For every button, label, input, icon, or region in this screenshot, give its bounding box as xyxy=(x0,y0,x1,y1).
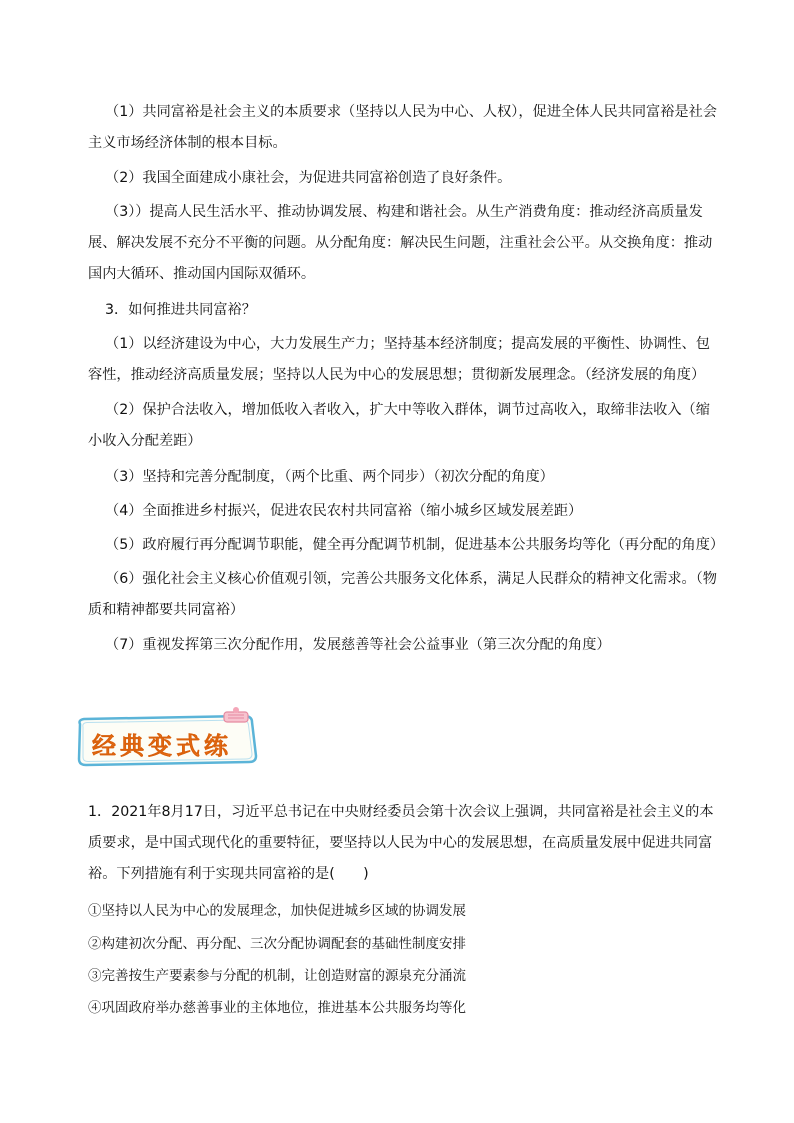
section-heading-3: 3．如何推进共同富裕？ xyxy=(105,302,256,318)
option-4: ④巩固政府举办慈善事业的主体地位，推进基本公共服务均等化 xyxy=(88,1000,466,1016)
paragraph-measure-1: （1）以经济建设为中心，大力发展生产力；坚持基本经济制度；提高发展的平衡性、协调性、包容性，推动经济高质量发展；坚持以人民为中心的发展思想；贯彻新发展理念。（经济发展的角度） xyxy=(88,336,710,383)
section-banner xyxy=(74,712,264,770)
paragraph-2: （2）我国全面建成小康社会，为促进共同富裕创造了良好条件。 xyxy=(105,170,512,186)
question-stem: 1．2021年8月17日，习近平总书记在中央财经委员会第十次会议上强调，共同富裕是社会主义的本质要求，是中国式现代化的重要特征，要坚持以人民为中心的发展思想，在高质量发展中促进共同富裕。下列措施有利于实现共同富裕的是( ) xyxy=(88,804,714,882)
paperclip-icon xyxy=(222,706,252,726)
option-3: ③完善按生产要素参与分配的机制，让创造财富的源泉充分涌流 xyxy=(88,968,466,984)
paragraph-1: （1）共同富裕是社会主义的本质要求（坚持以人民为中心、人权），促进全体人民共同富裕是社会主义市场经济体制的根本目标。 xyxy=(88,104,717,151)
paragraph-measure-7: （7）重视发挥第三次分配作用，发展慈善等社会公益事业（第三次分配的角度） xyxy=(105,637,611,653)
paragraph-measure-5: （5）政府履行再分配调节职能，健全再分配调节机制，促进基本公共服务均等化（再分配的角度） xyxy=(105,537,725,553)
paragraph-measure-4: （4）全面推进乡村振兴，促进农民农村共同富裕（缩小城乡区域发展差距） xyxy=(105,503,583,519)
banner-title: 经典变式练 xyxy=(92,731,232,760)
paragraph-measure-3: （3）坚持和完善分配制度，（两个比重、两个同步）（初次分配的角度） xyxy=(105,469,554,485)
option-1: ①坚持以人民为中心的发展理念，加快促进城乡区域的协调发展 xyxy=(88,903,466,919)
paragraph-measure-2: （2）保护合法收入，增加低收入者收入，扩大中等收入群体，调节过高收入，取缔非法收入（缩小收入分配差距） xyxy=(88,402,710,449)
option-2: ②构建初次分配、再分配、三次分配协调配套的基础性制度安排 xyxy=(88,936,466,952)
paragraph-3: （3））提高人民生活水平、推动协调发展、构建和谐社会。从生产消费角度：推动经济高质量发展、解决发展不充分不平衡的问题。从分配角度：解决民生问题，注重社会公平。从交换角度：推动国内大循环、推动国内国际双循环。 xyxy=(88,204,713,282)
paragraph-measure-6: （6）强化社会主义核心价值观引领，完善公共服务文化体系，满足人民群众的精神文化需求。（物质和精神都要共同富裕） xyxy=(88,571,717,618)
